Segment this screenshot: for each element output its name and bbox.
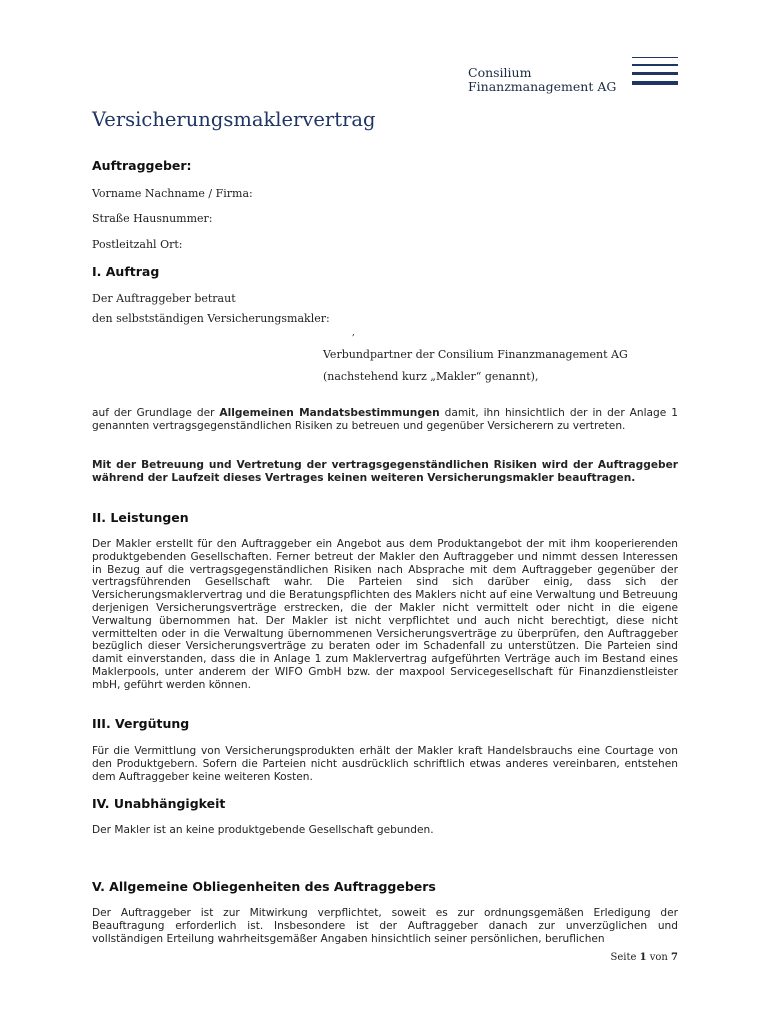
logo-line-1: Consilium (468, 65, 532, 80)
section-4-text: Der Makler ist an keine produktgebende Gesellschaft gebunden. (92, 824, 434, 836)
document-title: Versicherungsmaklervertrag (92, 108, 376, 131)
broker-name-placeholder: , (352, 328, 355, 338)
section-4-heading: IV. Unabhängigkeit (92, 796, 226, 811)
broker-nickname-line: (nachstehend kurz „Makler“ genannt), (323, 370, 539, 383)
section-2-text: Der Makler erstellt für den Auftraggeber ein Angebot aus dem Produktangebot der mit ihm kooperierenden produktgebenden Gesellschaften. Ferner betreut der Makler den Auftraggeber und nimmt dessen Interessen in Bezug auf die vertragsgegenständlichen Risiken nach Absprache mit dem Auftraggeber gegenüber der vertragsführenden Gesellschaft wahr. Die Parteien sind sich darüber einig, dass sich der Versicherungsmaklervertrag und die Beratungspflichten des Maklers nicht auf eine Verwaltung und Betreuung derjenigen Versicherungsverträge erstrecken, die der Makler nicht vermittelt oder nicht in die eigene Verwaltung übernommen hat. Der Makler ist nicht verpflichtet und auch nicht berechtigt, diese nicht vermittelten oder in die Verwaltung übernommenen Versicherungsverträge zu überprüfen, den Auftraggeber bezüglich dieser Versicherungsverträge zu beraten oder im Schadenfall zu unterstützen. Die Parteien sind damit einverstanden, dass die in Anlage 1 zum Maklervertrag aufgeführten Verträge auch im Bestand eines Maklerpools, unter anderem der WIFO GmbH bzw. der maxpool Servicegesellschaft für Finanzdienstleister mbH, geführt werden können. (92, 538, 678, 691)
section-1-line-2: den selbstständigen Versicherungsmakler: (92, 312, 330, 325)
section-2-heading: II. Leistungen (92, 510, 189, 525)
section-1-paragraph-1: auf der Grundlage der Allgemeinen Mandatsbestimmungen damit, ihn hinsichtlich der in der Anlage 1 genannten vertragsgegenständlichen Risiken zu betreuen und gegenüber Versicherern zu vertreten. (92, 407, 678, 432)
company-logo-text (468, 66, 616, 94)
logo-line-2: Finanzmanagement AG (468, 79, 617, 94)
section-3-heading: III. Vergütung (92, 716, 190, 731)
section-5-heading: V. Allgemeine Obliegenheiten des Auftraggebers (92, 879, 436, 894)
mandate-terms-bold: Allgemeinen Mandatsbestimmungen (219, 407, 440, 419)
section-1-line-1: Der Auftraggeber betraut (92, 292, 236, 305)
client-city-field: Postleitzahl Ort: (92, 238, 183, 251)
broker-partner-line: Verbundpartner der Consilium Finanzmanagement AG (323, 348, 628, 361)
section-5-text: Der Auftraggeber ist zur Mitwirkung verpflichtet, soweit es zur ordnungsgemäßen Erledigung der Beauftragung erforderlich ist. Insbesondere ist der Auftraggeber danach zur unverzüglichen und vollständigen Erteilung wahrheitsgemäßer Angaben hinsichtlich seiner persönlichen, beruflichen (92, 907, 678, 945)
logo-stripes-icon (632, 57, 678, 91)
client-heading: Auftraggeber: (92, 158, 192, 173)
client-street-field: Straße Hausnummer: (92, 212, 213, 225)
section-3-text: Für die Vermittlung von Versicherungsprodukten erhält der Makler kraft Handelsbrauchs eine Courtage von den Produktgebern. Sofern die Parteien nicht ausdrücklich schriftlich etwas anderes vereinbaren, entstehen dem Auftraggeber keine weiteren Kosten. (92, 745, 678, 783)
client-name-field: Vorname Nachname / Firma: (92, 187, 253, 200)
section-1-heading: I. Auftrag (92, 264, 160, 279)
section-1-paragraph-2: Mit der Betreuung und Vertretung der vertragsgegenständlichen Risiken wird der Auftraggeber während der Laufzeit dieses Vertrages keinen weiteren Versicherungsmakler beauftragen. (92, 459, 678, 484)
page-number: Seite 1 von 7 (610, 952, 678, 963)
